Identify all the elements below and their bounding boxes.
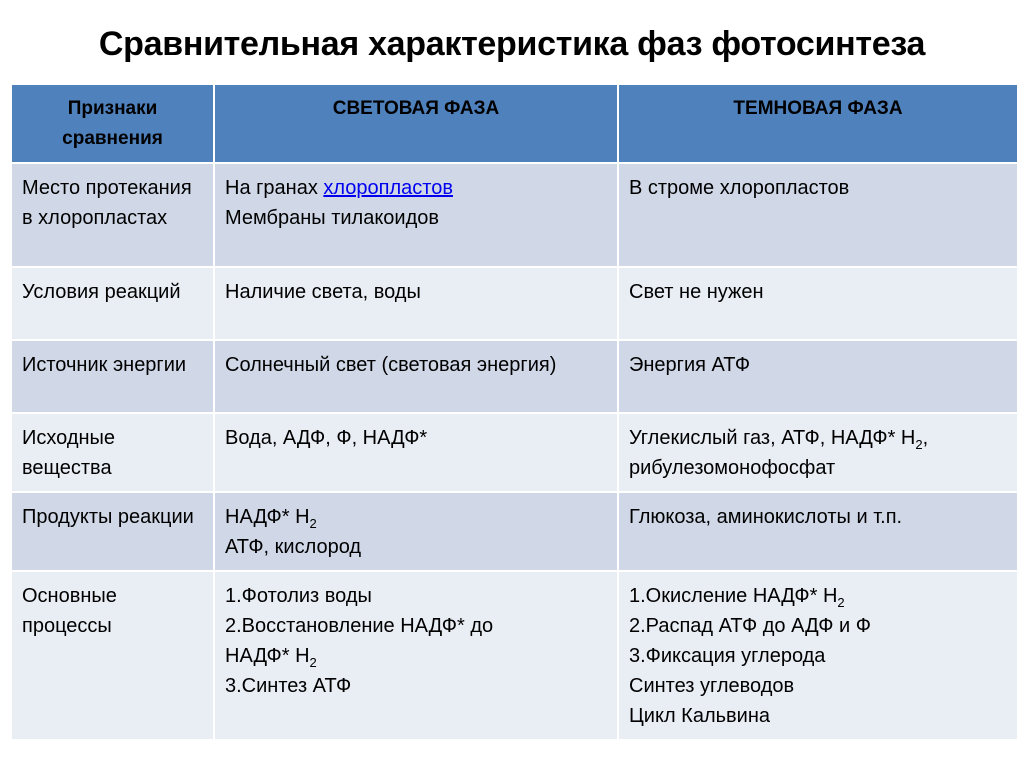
cell-light — [214, 492, 618, 571]
cell-criterion: Основные процессы — [11, 571, 214, 740]
text: 2.Распад АТФ до АДФ и Ф — [629, 615, 871, 637]
subscript: 2 — [915, 437, 923, 452]
text: НАДФ* Н — [225, 645, 310, 667]
text: На гранах — [225, 177, 324, 199]
cell-light — [214, 571, 618, 740]
comparison-table — [10, 83, 1019, 741]
text: 1.Окисление НАДФ* Н — [629, 585, 838, 607]
text: Мембраны тилакоидов — [225, 207, 440, 229]
cell-light: Солнечный свет (световая энергия) — [214, 340, 618, 413]
text: 3.Синтез АТФ — [225, 675, 352, 697]
subscript: 2 — [309, 516, 317, 531]
cell-light: Наличие света, воды — [214, 267, 618, 340]
cell-light: Вода, АДФ, Ф, НАДФ* — [214, 413, 618, 492]
subscript: 2 — [309, 655, 317, 670]
table-row — [11, 571, 1018, 740]
text: , рибулезомонофосфат — [629, 427, 929, 479]
table-row — [11, 492, 1018, 571]
header-light-phase: СВЕТОВАЯ ФАЗА — [214, 84, 618, 163]
text: Углекислый газ, АТФ, НАДФ* Н — [629, 427, 916, 449]
cell-criterion: Продукты реакции — [11, 492, 214, 571]
table-row — [11, 163, 1018, 267]
text: 2.Восстановление НАДФ* до — [225, 615, 494, 637]
table-row — [11, 267, 1018, 340]
cell-dark — [618, 571, 1018, 740]
text: 1.Фотолиз воды — [225, 585, 372, 607]
cell-criterion: Место протекания в хлоропластах — [11, 163, 214, 267]
text: Цикл Кальвина — [629, 705, 770, 727]
cell-criterion: Исходные вещества — [11, 413, 214, 492]
header-dark-phase: ТЕМНОВАЯ ФАЗА — [618, 84, 1018, 163]
text: НАДФ* Н — [225, 506, 310, 528]
cell-dark: Энергия АТФ — [618, 340, 1018, 413]
header-criteria: Признаки сравнения — [11, 84, 214, 163]
text: Синтез углеводов — [629, 675, 795, 697]
table-header-row — [11, 84, 1018, 163]
cell-light — [214, 163, 618, 267]
subscript: 2 — [837, 595, 845, 610]
cell-dark: В строме хлоропластов — [618, 163, 1018, 267]
cell-dark: Свет не нужен — [618, 267, 1018, 340]
text: 3.Фиксация углерода — [629, 645, 826, 667]
cell-criterion: Условия реакций — [11, 267, 214, 340]
text: АТФ, кислород — [225, 536, 362, 558]
slide-title: Сравнительная характеристика фаз фотосинтеза — [98, 25, 926, 63]
cell-dark: Глюкоза, аминокислоты и т.п. — [618, 492, 1018, 571]
table-row — [11, 413, 1018, 492]
table-row — [11, 340, 1018, 413]
cell-criterion: Источник энергии — [11, 340, 214, 413]
chloroplast-link[interactable]: хлоропластов — [323, 177, 453, 199]
cell-dark — [618, 413, 1018, 492]
